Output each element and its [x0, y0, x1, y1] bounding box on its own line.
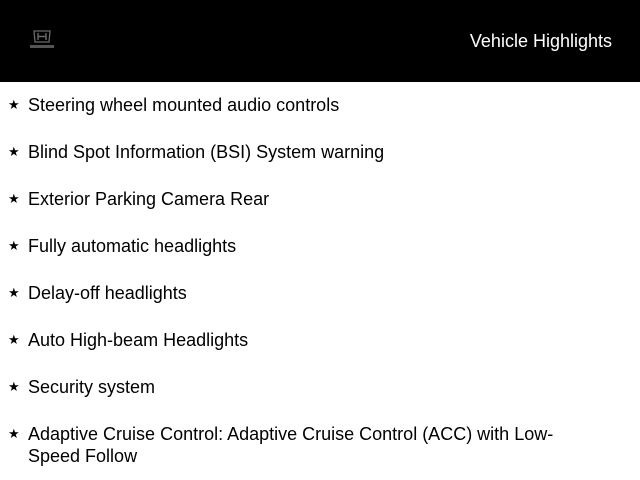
list-item	[8, 423, 608, 467]
star-icon: ★	[8, 144, 20, 159]
list-item-text: Fully automatic headlights	[28, 236, 237, 256]
list-item	[8, 141, 608, 163]
list-item-text: Adaptive Cruise Control: Adaptive Cruise Control (ACC) with Low-Speed Follow	[28, 424, 554, 466]
header-bar	[0, 0, 640, 82]
star-icon: ★	[8, 238, 20, 253]
star-icon: ★	[8, 426, 20, 441]
list-item-text: Steering wheel mounted audio controls	[28, 95, 340, 115]
list-item	[8, 188, 608, 210]
star-icon: ★	[8, 379, 20, 394]
list-item-text: Blind Spot Information (BSI) System warning	[28, 142, 385, 162]
list-item-text: Security system	[28, 377, 156, 397]
list-item	[8, 329, 608, 351]
list-item	[8, 282, 608, 304]
page-title: Vehicle Highlights	[469, 31, 612, 51]
star-icon: ★	[8, 285, 20, 300]
star-icon: ★	[8, 332, 20, 347]
honda-logo-icon	[27, 27, 57, 51]
star-icon: ★	[8, 191, 20, 206]
list-item-text: Exterior Parking Camera Rear	[28, 189, 270, 209]
list-item-text: Delay-off headlights	[28, 283, 187, 303]
list-item	[8, 376, 608, 398]
list-item-text: Auto High-beam Headlights	[28, 330, 249, 350]
list-item	[8, 235, 608, 257]
star-icon: ★	[8, 97, 20, 112]
list-item	[8, 94, 608, 116]
